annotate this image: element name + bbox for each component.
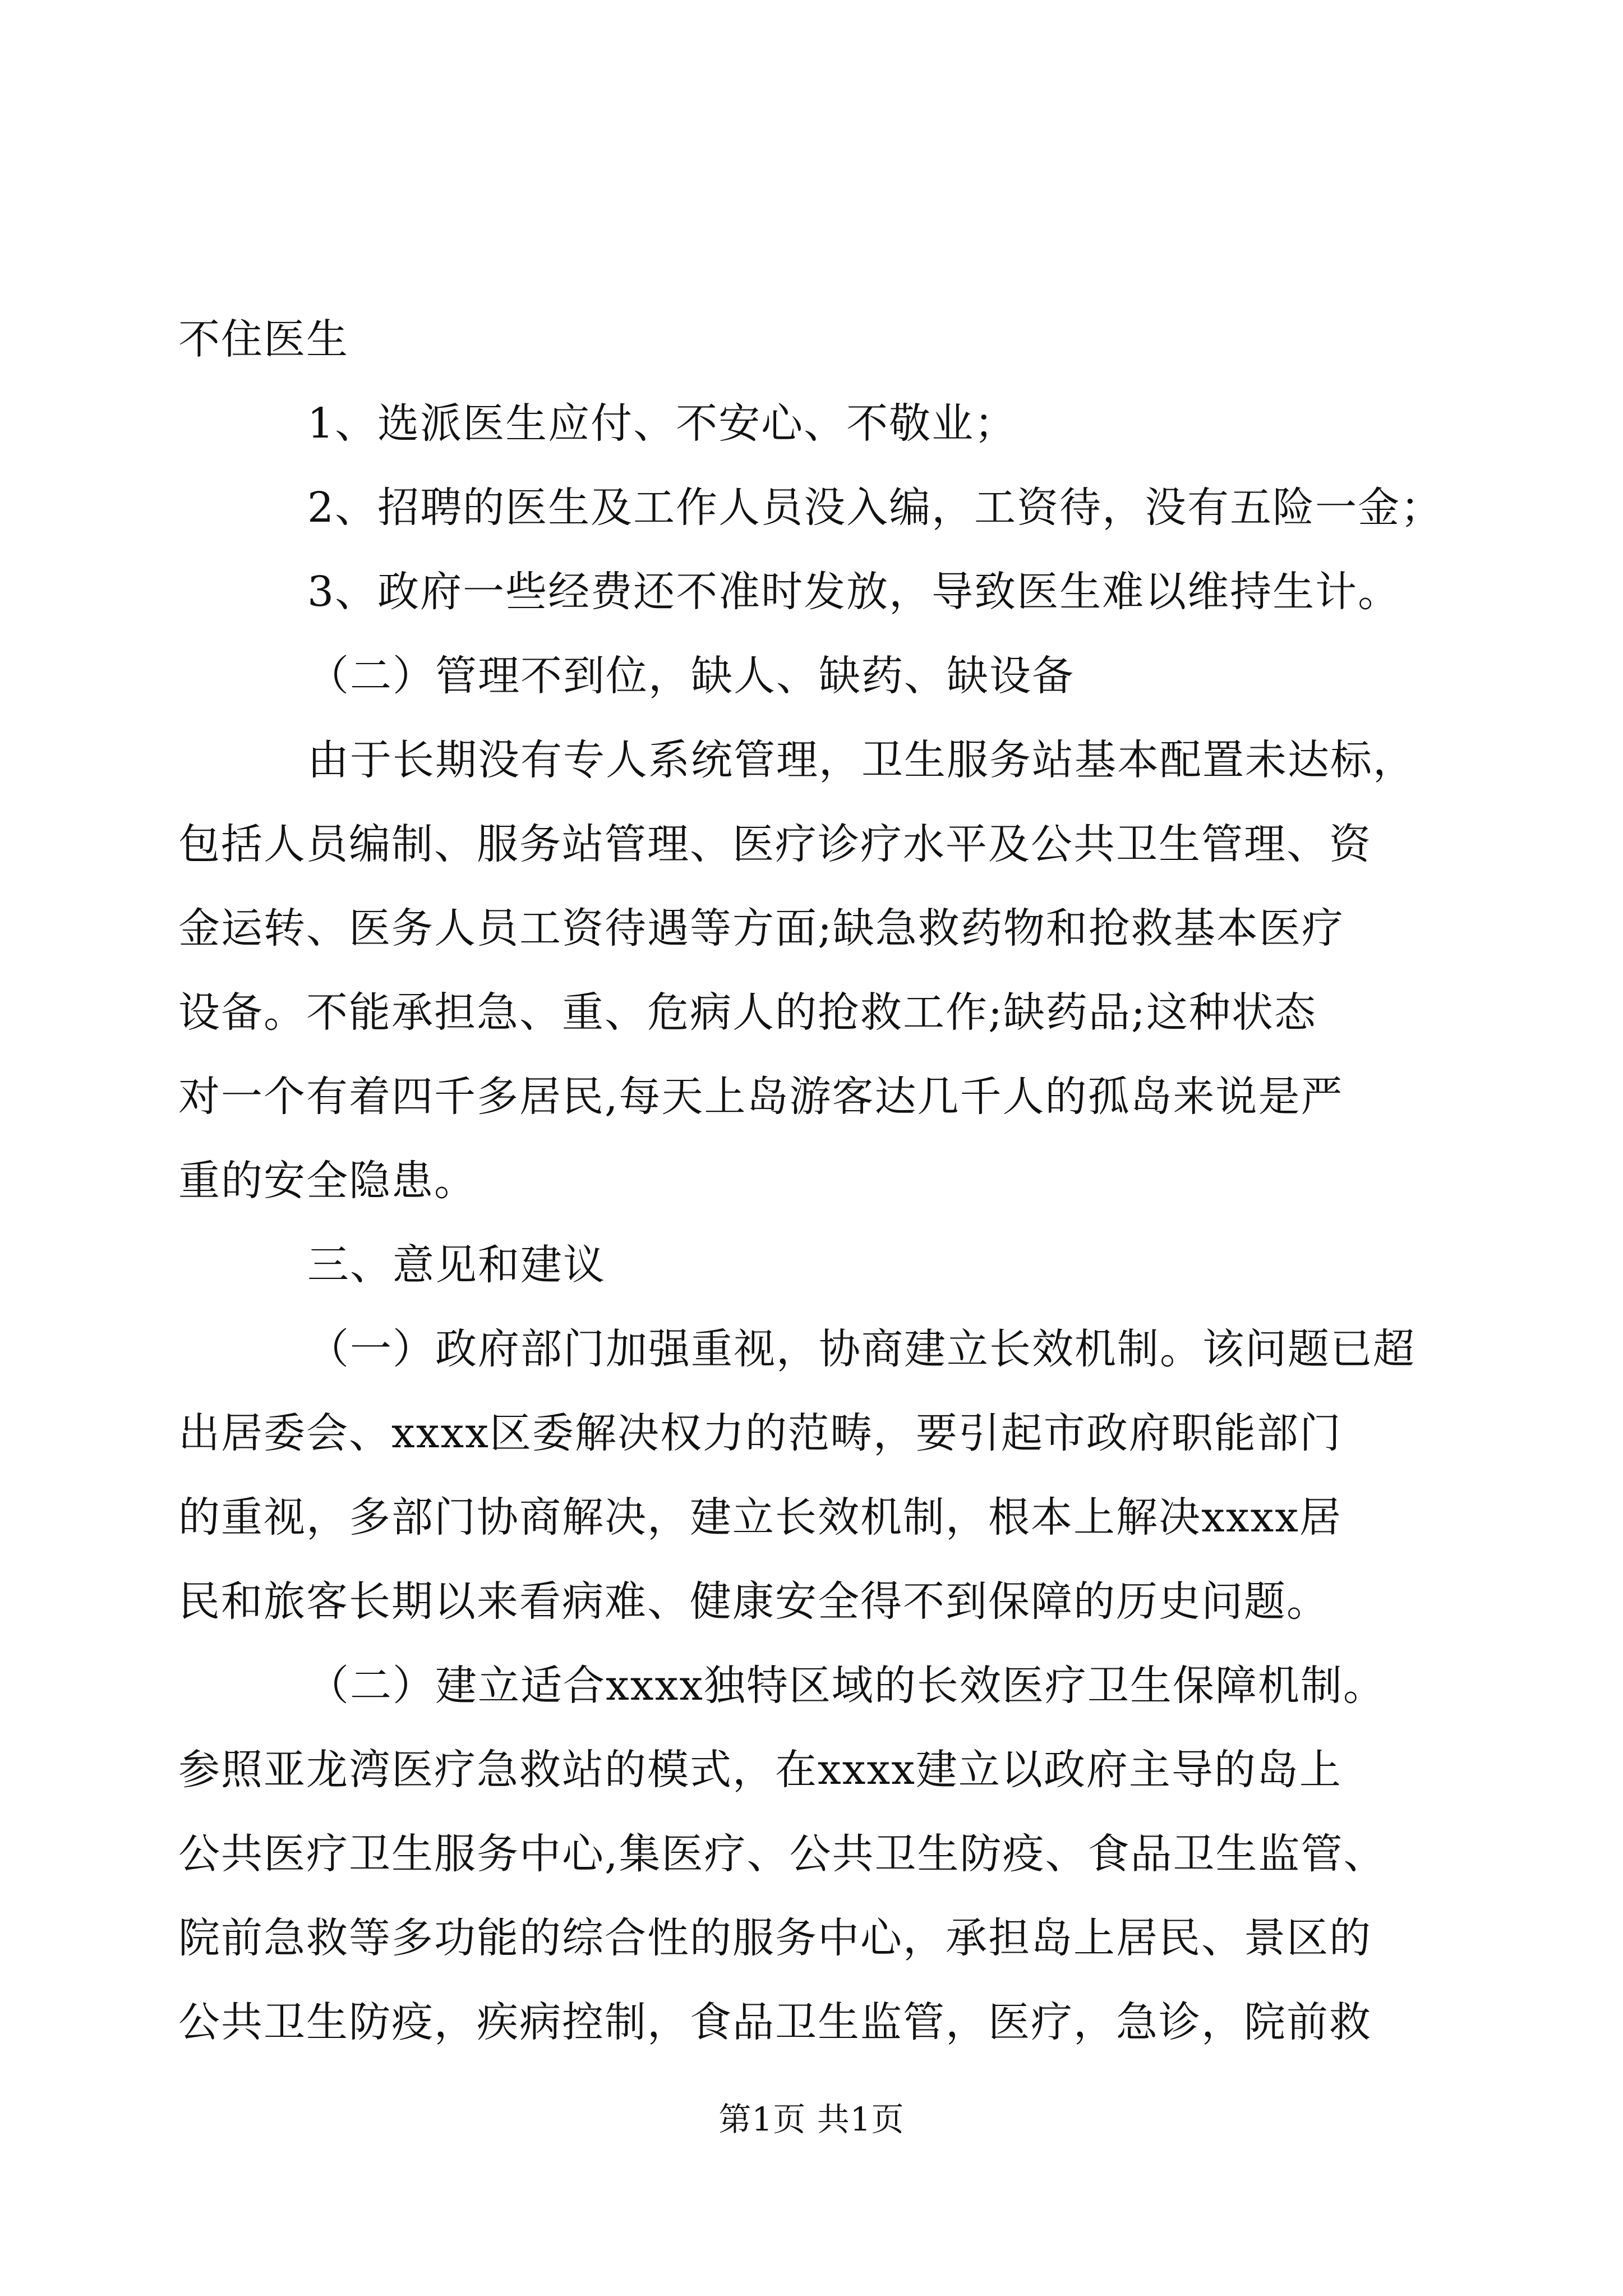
paragraph-line: 出居委会、xxxx区委解决权力的范畴，要引起市政府职能部门 xyxy=(178,1409,1342,1457)
paragraph-line: 参照亚龙湾医疗急救站的模式，在xxxx建立以政府主导的岛上 xyxy=(178,1746,1342,1794)
paragraph-line: 由于长期没有专人系统管理，卫生服务站基本配置未达标， xyxy=(307,736,1415,784)
list-item: 3、政府一些经费还不准时发放，导致医生难以维持生计。 xyxy=(307,568,1401,616)
section-heading: 三、意见和建议 xyxy=(307,1241,606,1289)
list-item: 2、招聘的医生及工作人员没入编，工资待，没有五险一金； xyxy=(307,484,1444,532)
list-item: 1、选派医生应付、不安心、不敬业； xyxy=(307,399,1017,448)
paragraph-line: 民和旅客长期以来看病难、健康安全得不到保障的历史问题。 xyxy=(178,1577,1329,1626)
paragraph-line: 的重视，多部门协商解决，建立长效机制，根本上解决xxxx居 xyxy=(178,1493,1342,1542)
paragraph-line: 公共医疗卫生服务中心,集医疗、公共卫生防疫、食品卫生监管、 xyxy=(178,1830,1386,1878)
page-footer: 第1页 共1页 xyxy=(718,2100,905,2138)
document-body xyxy=(178,297,1446,2064)
paragraph-line: 金运转、医务人员工资待遇等方面;缺急救药物和抢救基本医疗 xyxy=(178,904,1344,953)
paragraph-line: （一）政府部门加强重视，协商建立长效机制。该问题已超 xyxy=(307,1325,1415,1373)
paragraph-line: 不住医生 xyxy=(178,315,349,364)
paragraph-line: （二）建立适合xxxx独特区域的长效医疗卫生保障机制。 xyxy=(307,1662,1386,1710)
paragraph-line: 对一个有着四千多居民,每天上岛游客达几千人的孤岛来说是严 xyxy=(178,1073,1344,1121)
paragraph-line: 重的安全隐患。 xyxy=(178,1157,477,1205)
paragraph-line: 包括人员编制、服务站管理、医疗诊疗水平及公共卫生管理、资 xyxy=(178,820,1372,868)
paragraph-line: 设备。不能承担急、重、危病人的抢救工作;缺药品;这种状态 xyxy=(178,988,1317,1037)
paragraph-line: 公共卫生防疫，疾病控制，食品卫生监管，医疗，急诊，院前救 xyxy=(178,1998,1372,2046)
paragraph-line: 院前急救等多功能的综合性的服务中心，承担岛上居民、景区的 xyxy=(178,1914,1372,1962)
section-heading: （二）管理不到位，缺人、缺药、缺设备 xyxy=(307,652,1075,700)
